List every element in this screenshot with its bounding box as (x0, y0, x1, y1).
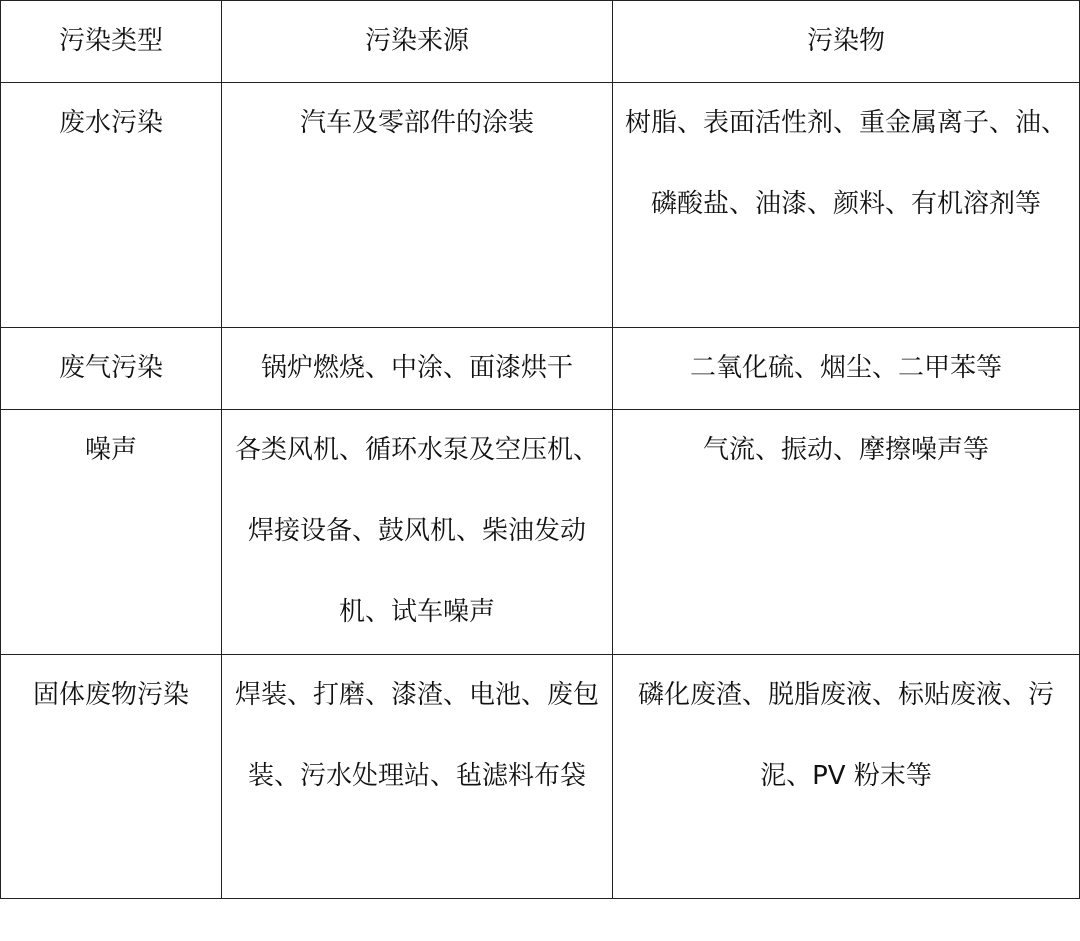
header-pollution-type: 污染类型 (1, 1, 222, 83)
table-row (1, 328, 1080, 410)
header-pollution-source: 污染来源 (222, 1, 613, 83)
cell-pollution-type: 噪声 (1, 410, 222, 655)
cell-pollutants: 气流、振动、摩擦噪声等 (613, 410, 1080, 655)
cell-pollution-source: 焊装、打磨、漆渣、电池、废包装、污水处理站、毡滤料布袋 (222, 655, 613, 899)
cell-pollutants: 二氧化硫、烟尘、二甲苯等 (613, 328, 1080, 410)
table-row (1, 655, 1080, 899)
header-pollutants: 污染物 (613, 1, 1080, 83)
table-row (1, 410, 1080, 655)
table-header-row (1, 1, 1080, 83)
cell-pollution-source: 汽车及零部件的涂装 (222, 83, 613, 328)
cell-pollutants: 磷化废渣、脱脂废液、标贴废液、污泥、PV 粉末等 (613, 655, 1080, 899)
cell-pollution-type: 固体废物污染 (1, 655, 222, 899)
cell-pollution-source: 各类风机、循环水泵及空压机、焊接设备、鼓风机、柴油发动机、试车噪声 (222, 410, 613, 655)
cell-pollutants: 树脂、表面活性剂、重金属离子、油、磷酸盐、油漆、颜料、有机溶剂等 (613, 83, 1080, 328)
cell-pollution-type: 废水污染 (1, 83, 222, 328)
table-row (1, 83, 1080, 328)
cell-pollution-type: 废气污染 (1, 328, 222, 410)
cell-pollution-source: 锅炉燃烧、中涂、面漆烘干 (222, 328, 613, 410)
